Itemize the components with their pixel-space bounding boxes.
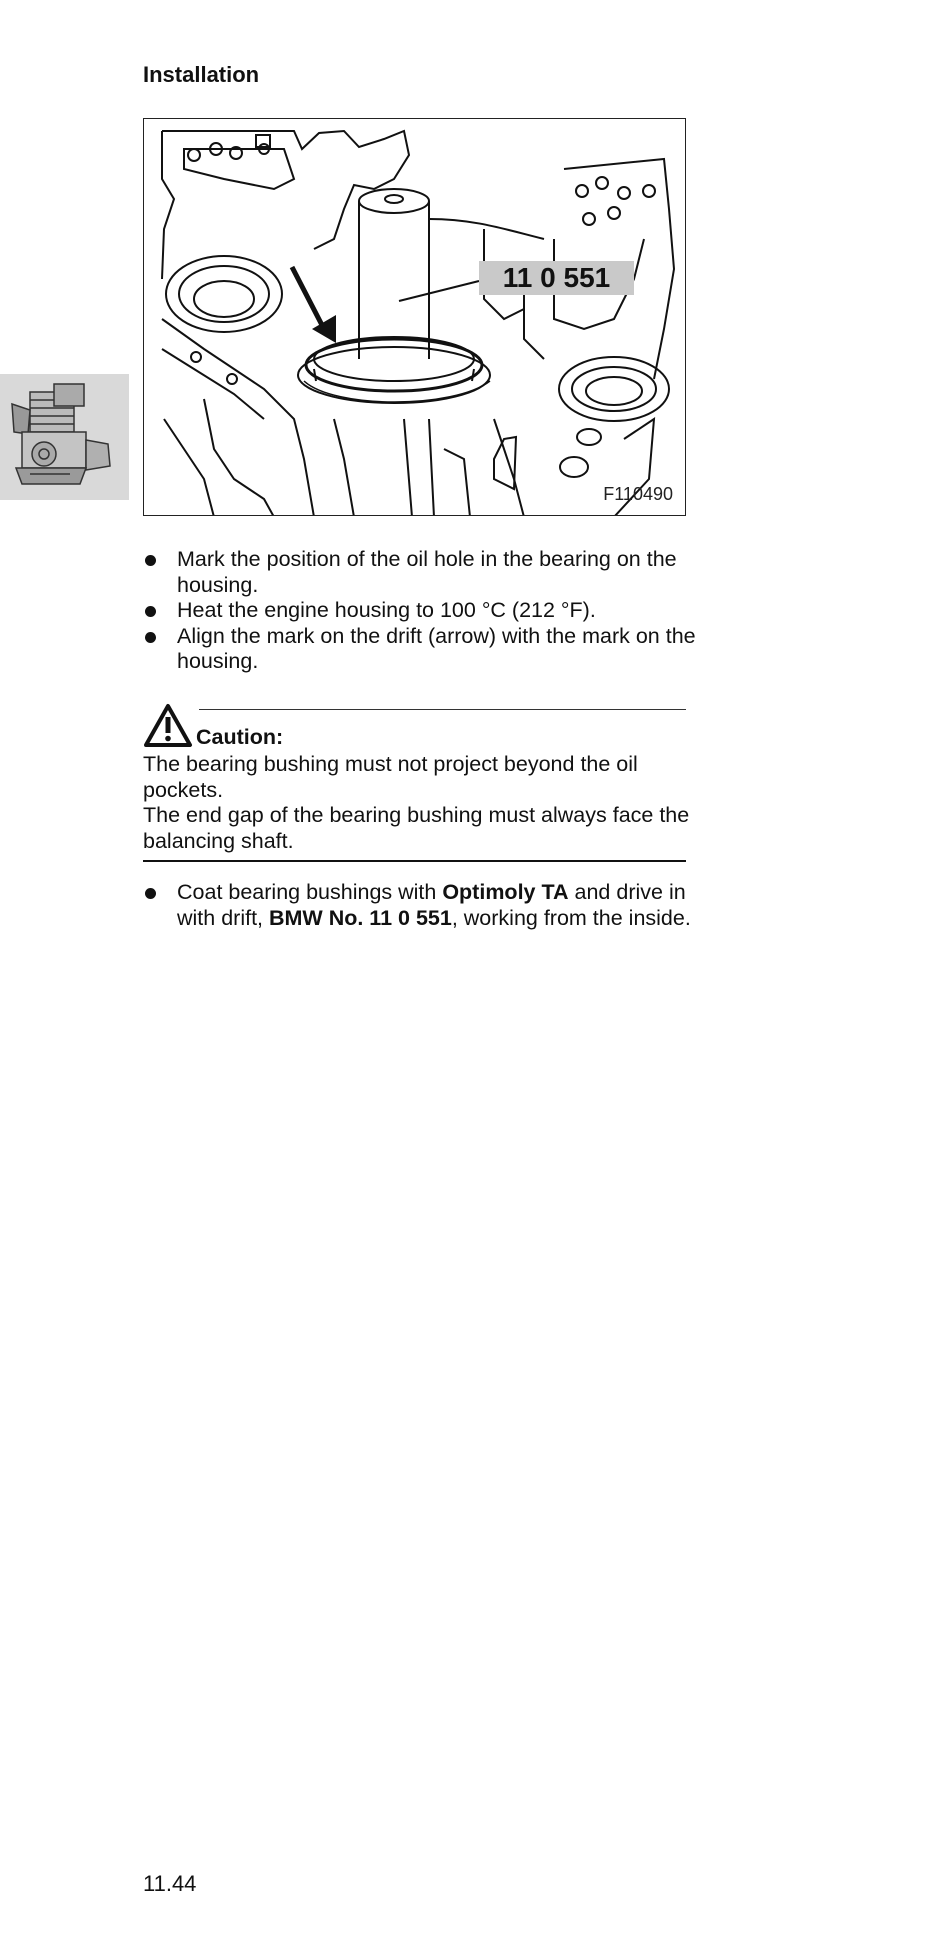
figure-drift-installation	[143, 118, 686, 516]
engine-section-tab	[0, 374, 129, 500]
step-text: Align the mark on the drift (arrow) with the mark on the housing.	[177, 623, 696, 673]
caution-line: The bearing bushing must not project beyond the oil pockets.	[143, 752, 638, 802]
list-item	[143, 598, 703, 624]
final-steps	[143, 880, 703, 931]
caution-label: Caution:	[196, 725, 284, 749]
bullet-icon	[145, 888, 156, 899]
tool-number-callout: 11 0 551	[479, 261, 634, 295]
engine-housing-drawing	[144, 119, 686, 516]
warning-triangle-icon	[143, 703, 193, 749]
list-item	[143, 547, 703, 598]
bullet-icon	[145, 632, 156, 643]
bullet-icon	[145, 606, 156, 617]
lubricant-name: Optimoly TA	[442, 880, 569, 904]
step-text-part: and drive in with drift,	[177, 880, 686, 930]
caution-body	[143, 752, 703, 854]
step-text: Mark the position of the oil hole in the bearing on the housing.	[177, 547, 677, 597]
bullet-icon	[145, 555, 156, 566]
list-item	[143, 880, 703, 931]
tool-number: BMW No. 11 0 551	[269, 905, 452, 930]
section-heading: Installation	[143, 62, 260, 87]
figure-id: F110490	[603, 484, 673, 504]
engine-thumbnail-icon	[0, 374, 129, 500]
step-text: Heat the engine housing to 100 °C (212 °F).	[177, 598, 596, 622]
caution-divider-top	[199, 709, 686, 710]
procedure-steps	[143, 547, 703, 675]
step-text-part: Coat bearing bushings with	[177, 880, 443, 904]
caution-divider-bottom	[143, 860, 686, 862]
caution-line: The end gap of the bearing bushing must always face the balancing shaft.	[143, 803, 690, 853]
step-text-part: , working from the inside.	[451, 905, 691, 930]
page-number: 11.44	[143, 1871, 197, 1896]
list-item	[143, 624, 703, 675]
